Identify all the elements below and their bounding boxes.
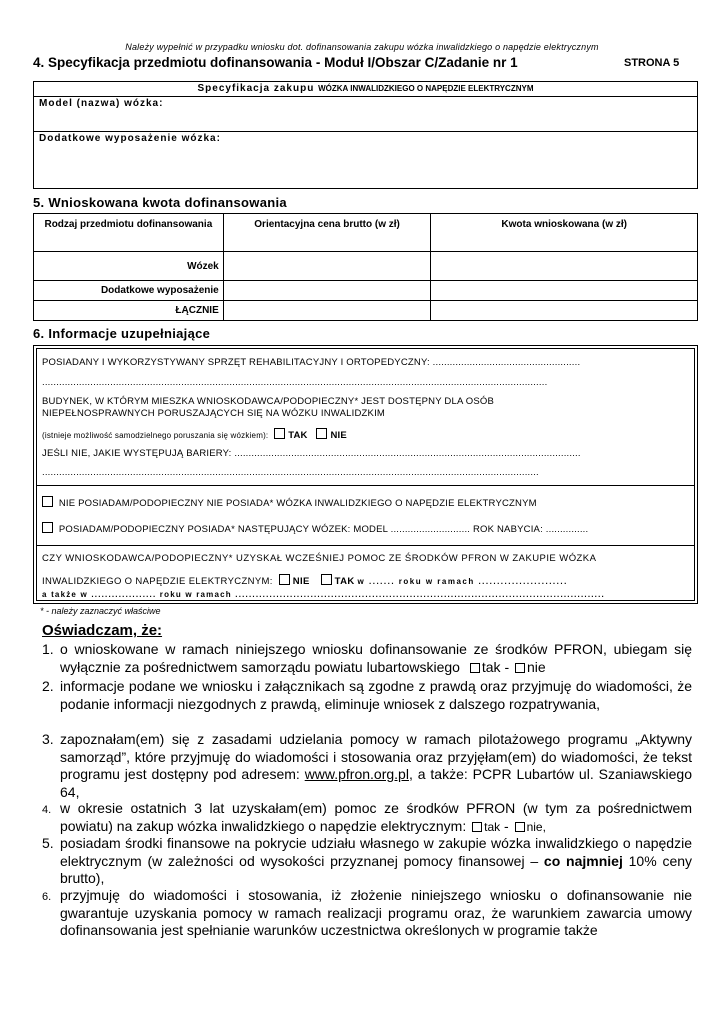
declaration-item-2 [42,678,692,713]
self-move-row [42,428,347,441]
col-header-gross-price: Orientacyjna cena brutto (w zł) [223,214,431,252]
nie-checkbox[interactable] [316,428,327,439]
section-4-title: 4. Specyfikacja przedmiotu dofinansowania - Moduł I/Obszar C/Zadanie nr 1 [33,55,518,70]
declaration-item-1: 1. o wnioskowane w ramach niniejszego wniosku dofinansowanie ze środków PFRON, ubiegam się wyłącznie za pośrednictwem samorządu powiatu lubartowskiego tak - nie [42,641,692,675]
page-number-label: STRONA 5 [624,57,680,69]
not-owning-checkbox[interactable] [42,496,53,507]
declaration-item-4: 4. w okresie ostatnich 3 lat uzyskałam(em) pomoc ze środków PFRON (w tym za pośrednictwem powiatu) na zakup wózka inwalidzkiego o napędzie elektrycznym: tak - nie, [42,800,692,834]
owning-label: POSIADAM/PODOPIECZNY POSIADA* NASTĘPUJĄCY WÓZEK: MODEL ............................ ROK NABYCIA: ............... [58,524,589,535]
declarations-title: Oświadczam, że: [42,622,163,639]
declaration-text: o wnioskowane w ramach niniejszego wniosku dofinansowanie ze środków PFRON, ubiegam się wyłącznie za pośrednictwem samorządu powiatu lubartowskiego [60,641,692,675]
not-owning-row [42,496,537,509]
table-row [34,281,698,301]
declaration-number: 3. [42,731,54,747]
funding-amount-table [33,213,698,321]
additional-equipment-label: Dodatkowe wyposażenie wózka: [39,133,221,144]
wheelchair-amount-cell[interactable] [431,252,698,281]
tak-checkbox[interactable] [274,428,285,439]
declaration-text: zapoznałam(em) się z zasadami udzielania pomocy w ramach pilotażowego programu „Aktywny samorząd”, które przyjmuję do wiadomości i stosowania oraz przyjęłam(em) do wiadomości, że tekst programu jest dostępny pod adresem: [60,731,692,782]
declaration-number: 4. [42,804,52,816]
additional-equipment-field[interactable] [34,132,697,187]
row-label-wheelchair: Wózek [34,252,224,281]
declaration-text: w okresie ostatnich 3 lat uzyskałam(em) pomoc ze środków PFRON (w tym za pośrednictwem powiatu) na zakup wózka inwalidzkiego o napędzie elektrycznym: [60,800,692,834]
declaration-item-5 [42,835,692,888]
declaration-text: posiadam środki finansowe na pokrycie udziału własnego w zakupie wózka inwalidzkiego o napędzie elektrycznym (w zależności od wysokości przyznanej pomocy finansowej – [60,835,692,869]
option-tak-checkbox[interactable] [472,822,482,832]
building-access-line-1: BUDYNEK, W KTÓRYM MIESZKA WNIOSKODAWCA/PODOPIECZNY* JEST DOSTĘPNY DLA OSÓB [42,396,495,407]
not-owning-label: NIE POSIADAM/PODOPIECZNY NIE POSIADA* WÓZKA INWALIDZKIEGO O NAPĘDZIE ELEKTRYCZNYM [58,498,537,509]
supplementary-info-box [33,345,698,604]
footnote: * - należy zaznaczyć właściwe [40,606,161,616]
section-6-title: 6. Informacje uzupełniające [33,326,211,341]
total-price-cell[interactable] [223,301,431,321]
section-5-title: 5. Wnioskowana kwota dofinansowania [33,195,287,210]
owned-equipment-line[interactable]: POSIADANY I WYKORZYSTYWANY SPRZĘT REHABILITACYJNY I ORTOPEDYCZNY: .................................................... [42,357,581,368]
row-label-total: ŁĄCZNIE [34,301,224,321]
option-nie-checkbox[interactable] [515,663,525,673]
declaration-text-cont: , a także: PCPR Lubartów ul. Szaniawskiego 64, [60,766,692,800]
wheelchair-model-field[interactable] [34,97,697,132]
prior-tak-label: TAK [334,576,355,587]
option-tak-checkbox[interactable] [470,663,480,673]
declaration-item-3 [42,731,692,801]
declaration-text: przyjmuję do wiadomości i stosowania, iż złożenie niniejszego wniosku o dofinansowanie nie gwarantuje uzyskania pomocy w ramach realizacji programu oraz, że warunkiem zawarcia umowy dofinansowania jest spełnianie warunków uczestnictwa określonych w programie także [60,887,692,938]
prior-tak-checkbox[interactable] [321,574,332,585]
declaration-text-cont: 10% ceny brutto), [60,852,693,886]
option-nie-label: nie, [526,819,546,834]
declaration-number: 1. [42,641,54,657]
option-tak-label: tak [484,819,501,834]
col-header-requested-amount: Kwota wnioskowana (w zł) [431,214,698,252]
option-nie-checkbox[interactable] [515,822,525,832]
tak-label: TAK [288,430,308,441]
equipment-amount-cell[interactable] [431,281,698,301]
option-nie-label: nie [527,658,546,675]
prior-nie-checkbox[interactable] [279,574,290,585]
pfron-website-link[interactable]: www.pfron.org.pl [304,766,409,782]
self-move-label: (istnieje możliwość samodzielnego poruszania się wózkiem): [42,431,269,440]
wheelchair-price-cell[interactable] [223,252,431,281]
purchase-spec-header-sub: WÓZKA INWALIDZKIEGO O NAPĘDZIE ELEKTRYCZNYM [318,84,534,93]
owned-equipment-dots[interactable]: .................................................................................................................................................................................. [42,377,548,388]
declaration-emphasis: co najmniej [543,852,623,869]
prior-nie-label: NIE [292,576,310,587]
col-header-item-type: Rodzaj przedmiotu dofinansowania [34,214,224,252]
prior-support-segment [37,546,694,604]
owning-checkbox[interactable] [42,522,53,533]
prior-support-row [42,574,694,587]
declaration-number: 2. [42,678,54,694]
purchase-spec-box [33,81,698,189]
purchase-spec-header-main: Specyfikacja zakupu [197,83,315,94]
form-instruction-note: Należy wypełnić w przypadku wniosku dot. dofinansowania zakupu wózka inwalidzkiego o napędzie elektrycznym [125,42,599,52]
declaration-number: 6. [42,891,52,903]
option-tak-label: tak [481,658,501,675]
declaration-text: informacje podane we wniosku i załącznikach są zgodne z prawdą oraz przyjmuję do wiadomości, że podanie informacji niezgodnych z prawdą, eliminuje wniosek z dalszego rozpatrywania, [60,678,692,712]
table-row [34,252,698,281]
barriers-dots[interactable]: ............................................................................................................................................................................... [42,467,539,478]
building-access-line-2: NIEPEŁNOSPRAWNYCH PORUSZAJĄCYCH SIĘ NA WÓZKU INWALIDZKIM [42,408,386,419]
prior-year-line[interactable]: w ....... roku w ramach ........................ [357,577,568,586]
nie-label: NIE [330,430,347,441]
table-row [34,301,698,321]
barriers-line[interactable]: JEŚLI NIE, JAKIE WYSTĘPUJĄ BARIERY: .......................................................................................................................... [42,448,581,459]
prior-support-also-line[interactable]: a także w ................... roku w ramach ............................................................................................................ [42,590,605,599]
purchase-spec-header [34,82,697,97]
declaration-item-6 [42,887,692,940]
equipment-price-cell[interactable] [223,281,431,301]
equipment-and-building-segment [37,349,694,486]
prior-support-line-1: CZY WNIOSKODAWCA/PODOPIECZNY* UZYSKAŁ WCZEŚNIEJ POMOC ZE ŚRODKÓW PFRON W ZAKUPIE WÓZKA [42,553,597,564]
owning-row [42,522,694,535]
total-amount-cell[interactable] [431,301,698,321]
wheelchair-model-label: Model (nazwa) wózka: [39,98,164,109]
wheelchair-ownership-segment [37,486,694,546]
declaration-number: 5. [42,835,54,851]
prior-support-line-2: INWALIDZKIEGO O NAPĘDZIE ELEKTRYCZNYM: [42,576,273,587]
row-label-equipment: Dodatkowe wyposażenie [34,281,224,301]
